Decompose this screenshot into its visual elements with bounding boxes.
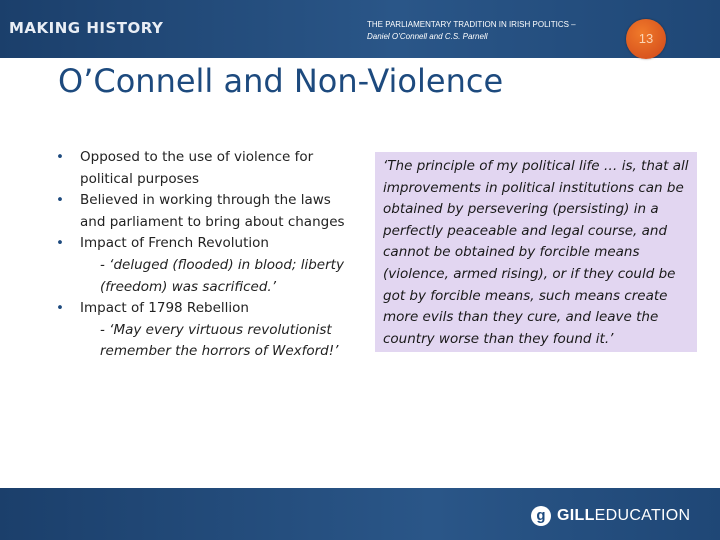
subheading-topic: THE PARLIAMENTARY TRADITION IN IRISH POLITICS – — [367, 20, 576, 29]
slide-subheading — [367, 19, 576, 43]
bullet-marker: • — [56, 192, 64, 209]
bullet-item — [56, 298, 356, 363]
quote-box — [375, 152, 697, 352]
bullet-subquote: - ‘deluged (flooded) in blood; liberty (freedom) was sacrificed.’ — [100, 256, 344, 295]
gill-logo-icon: g — [531, 506, 551, 526]
logo-word-education: EDUCATION — [594, 507, 691, 524]
making-history-logo: MAKING HISTORY — [9, 19, 164, 37]
bullet-item — [56, 147, 356, 190]
bullet-item — [56, 233, 356, 298]
bullet-marker: • — [56, 300, 64, 317]
slide-title: O’Connell and Non-Violence — [58, 62, 504, 100]
page-number-badge: 13 — [626, 19, 666, 59]
bullet-marker: • — [56, 149, 64, 165]
header-bar — [0, 0, 720, 58]
bullet-subquote: - ‘May every virtuous revolutionist remember the horrors of Wexford!’ — [100, 321, 339, 360]
subheading-people: Daniel O’Connell and C.S. Parnell — [367, 32, 488, 41]
bullet-list — [56, 147, 356, 363]
gill-education-logo — [557, 505, 690, 527]
bullet-text: Believed in working through the laws and parliament to bring about changes — [80, 192, 345, 230]
quote-text: ‘The principle of my political life … is, that all improvements in political institutions can be obtained by persevering (persisting) in a perfectly peaceable and legal course, and cannot be obtained by forcible means (violence, armed rising), or if they could be got by forcible means, such means create more evils than they cure, and leave the country worse than they found it.’ — [383, 158, 689, 347]
bullet-text: Impact of French Revolution — [80, 235, 269, 252]
bullet-text: Impact of 1798 Rebellion — [80, 300, 249, 317]
bullet-text: Opposed to the use of violence for political purposes — [80, 149, 314, 187]
bullet-item — [56, 190, 356, 233]
logo-word-gill: GILL — [557, 507, 595, 524]
bullet-marker: • — [56, 235, 64, 252]
